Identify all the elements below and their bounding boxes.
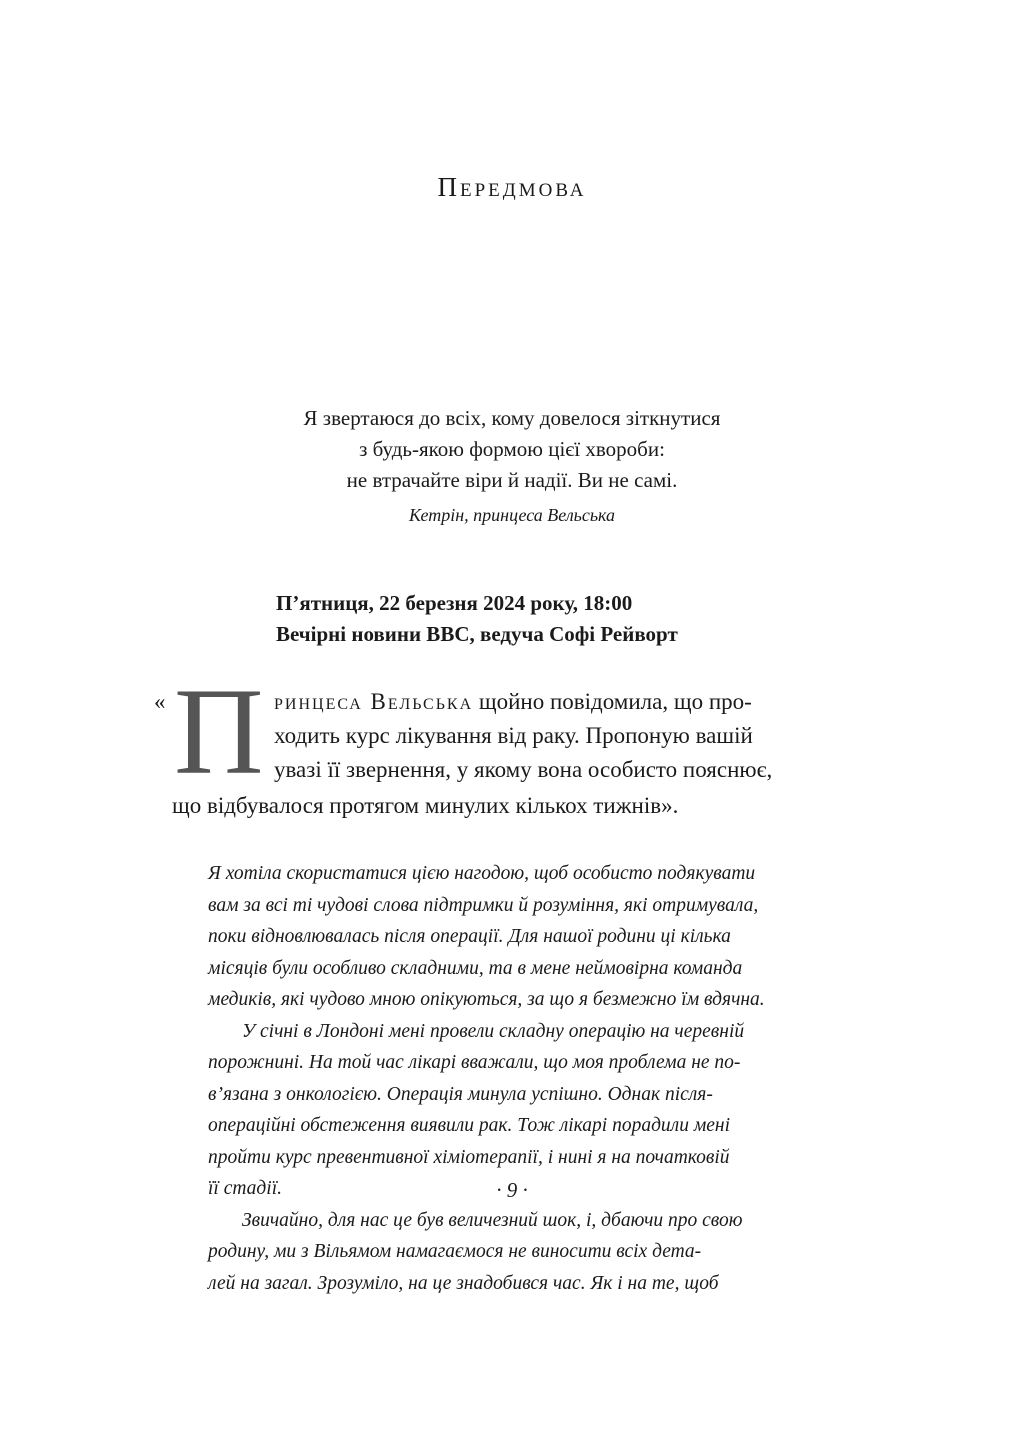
- epigraph-line: з будь-якою формою цієї хвороби:: [359, 437, 665, 461]
- intro-line-text: щойно повідомила, що про-: [473, 689, 752, 714]
- epigraph-line: Я звертаюся до всіх, кому довелося зіткнутися: [303, 406, 721, 430]
- chapter-heading: Передмова: [437, 172, 587, 202]
- letter-line: У січні в Лондоні мені провели складну операцію на черевній: [242, 1020, 745, 1042]
- dateline-source: Вечірні новини BBC, ведуча Софі Рейворт: [276, 622, 678, 646]
- letter-line: місяців були особливо складними, та в мене неймовірна команда: [208, 957, 743, 979]
- page-number: · 9 ·: [496, 1178, 528, 1202]
- letter-line: пройти курс превентивної хіміотерапії, і нині я на початковій: [208, 1146, 730, 1168]
- letter-line: медиків, які чудово мною опікуються, за що я безмежно їм вдячна.: [208, 989, 765, 1010]
- epigraph-author: Кетрін, принцеса Вельська: [408, 505, 616, 525]
- letter-quote: [208, 858, 820, 1299]
- intro-line: [274, 686, 752, 718]
- drop-cap: П: [174, 663, 264, 800]
- dateline-date: П’ятниця, 22 березня 2024 року, 18:00: [276, 591, 633, 615]
- letter-line: її стадії.: [208, 1178, 283, 1199]
- letter-line: Звичайно, для нас це був величезний шок, і, дбаючи про свою: [242, 1209, 743, 1231]
- letter-line: операційні обстеження виявили рак. Тож лікарі порадили мені: [208, 1115, 731, 1136]
- intro-line: що відбувалося протягом минулих кількох тижнів».: [172, 793, 679, 818]
- epigraph-line: не втрачайте віри й надії. Ви не самі.: [346, 468, 678, 492]
- epigraph: [0, 403, 1024, 531]
- letter-line: вам за всі ті чудові слова підтримки й розуміння, які отримувала,: [208, 894, 759, 916]
- letter-line: порожнині. На той час лікарі вважали, що моя проблема не по-: [208, 1052, 741, 1073]
- intro-line: ходить курс лікування від раку. Пропоную вашій: [274, 723, 753, 748]
- letter-line: Я хотіла скористатися цією нагодою, щоб особисто подякувати: [208, 863, 756, 884]
- opening-quote-mark: «: [154, 689, 166, 714]
- letter-line: родину, ми з Вільямом намагаємося не виносити всіх дета-: [208, 1241, 702, 1262]
- intro-line: увазі її звернення, у якому вона особисто пояснює,: [274, 757, 773, 782]
- letter-line: лей на загал. Зрозуміло, на це знадобився час. Як і на те, щоб: [208, 1272, 719, 1294]
- dateline: [276, 588, 876, 650]
- intro-smallcaps-lead: ринцеса Вельська: [274, 689, 474, 714]
- letter-line: поки відновлювалась після операції. Для нашої родини ці кілька: [208, 926, 731, 947]
- letter-line: в’язана з онкологією. Операція минула успішно. Однак після-: [208, 1083, 713, 1105]
